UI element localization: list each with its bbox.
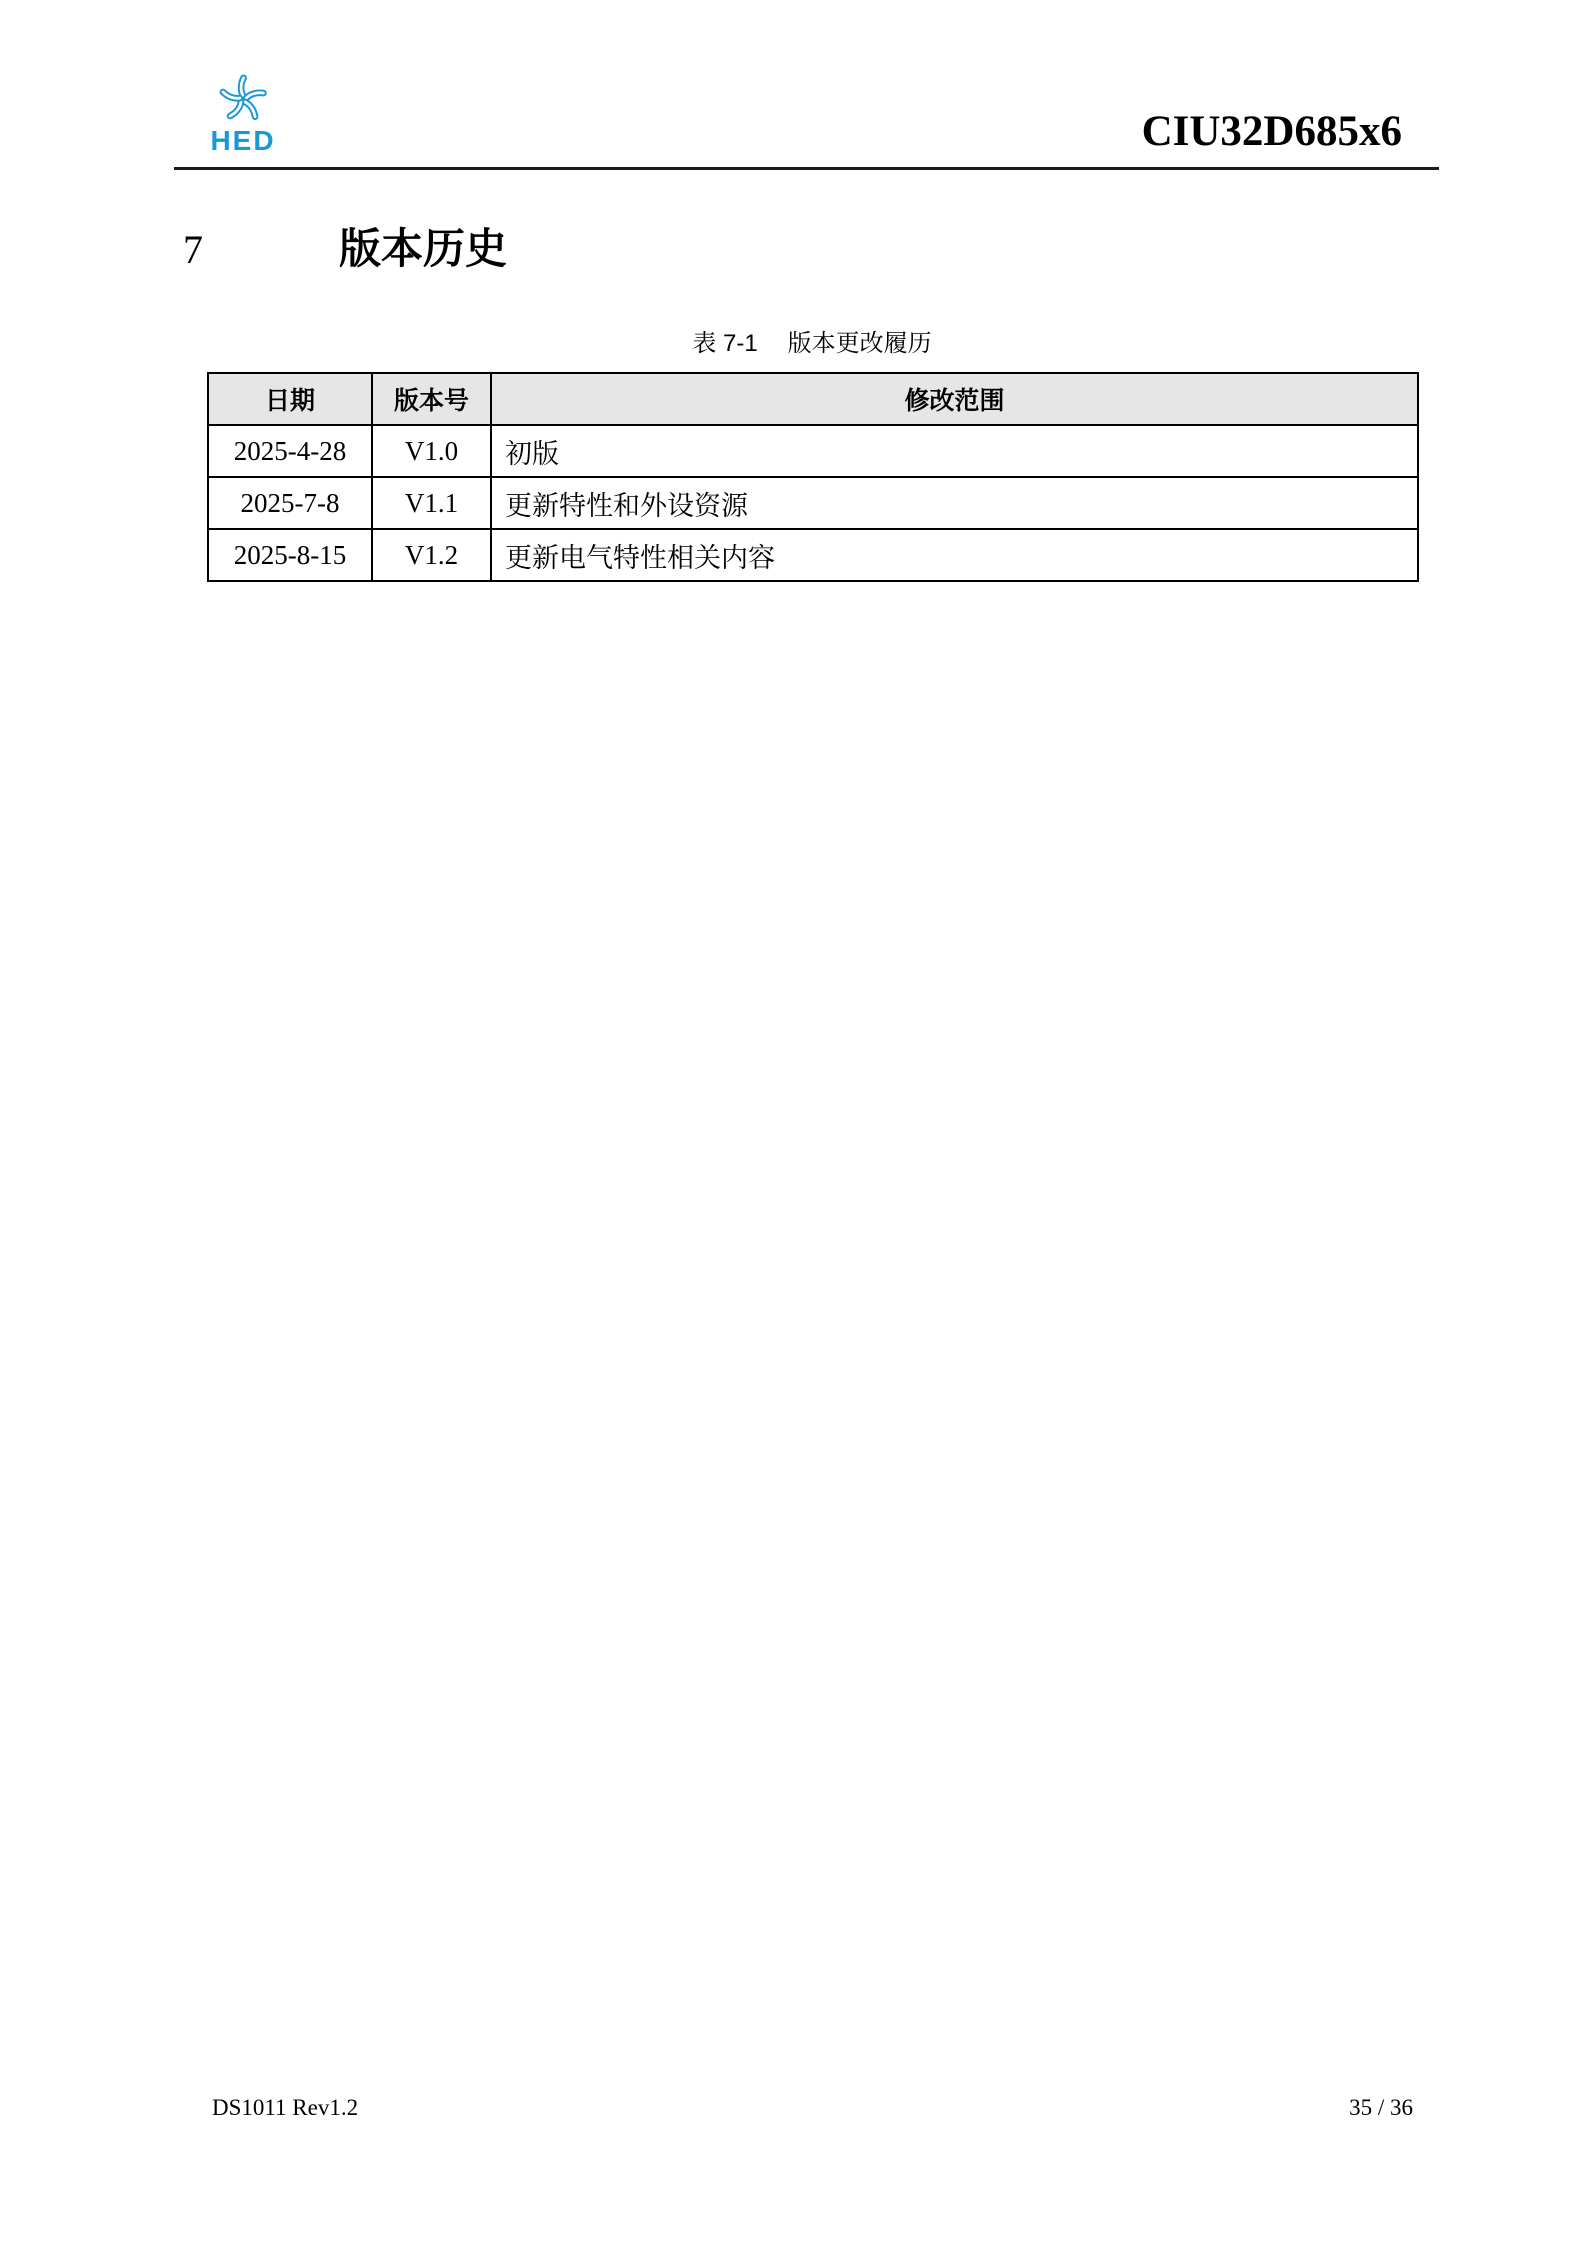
cell-version: V1.0 — [372, 425, 491, 477]
cell-date: 2025-8-15 — [208, 529, 372, 581]
header-divider — [174, 167, 1439, 170]
cell-scope: 更新电气特性相关内容 — [491, 529, 1418, 581]
column-header-scope: 修改范围 — [491, 373, 1418, 425]
column-header-version: 版本号 — [372, 373, 491, 425]
table-caption-title: 版本更改履历 — [787, 330, 932, 357]
document-title: CIU32D685x6 — [1141, 108, 1402, 155]
section-heading — [183, 226, 507, 274]
section-number: 7 — [183, 227, 203, 272]
cell-version: V1.1 — [372, 477, 491, 529]
cell-scope: 更新特性和外设资源 — [491, 477, 1418, 529]
table-row — [208, 477, 1418, 529]
cell-scope: 初版 — [491, 425, 1418, 477]
cell-date: 2025-4-28 — [208, 425, 372, 477]
column-header-date: 日期 — [208, 373, 372, 425]
footer-page-number: 35 / 36 — [1349, 2095, 1413, 2120]
table-row — [208, 425, 1418, 477]
table-header-row — [208, 373, 1418, 425]
table-caption — [207, 331, 1417, 357]
cell-version: V1.2 — [372, 529, 491, 581]
cell-date: 2025-7-8 — [208, 477, 372, 529]
hed-star-icon — [211, 70, 275, 126]
table-caption-label: 表 7-1 — [692, 330, 758, 357]
table-row — [208, 529, 1418, 581]
revision-history-table — [207, 372, 1419, 582]
hed-logo-text: HED — [210, 125, 276, 156]
footer-doc-ref: DS1011 Rev1.2 — [212, 2095, 359, 2120]
section-title: 版本历史 — [339, 227, 508, 273]
hed-logo — [203, 70, 283, 155]
